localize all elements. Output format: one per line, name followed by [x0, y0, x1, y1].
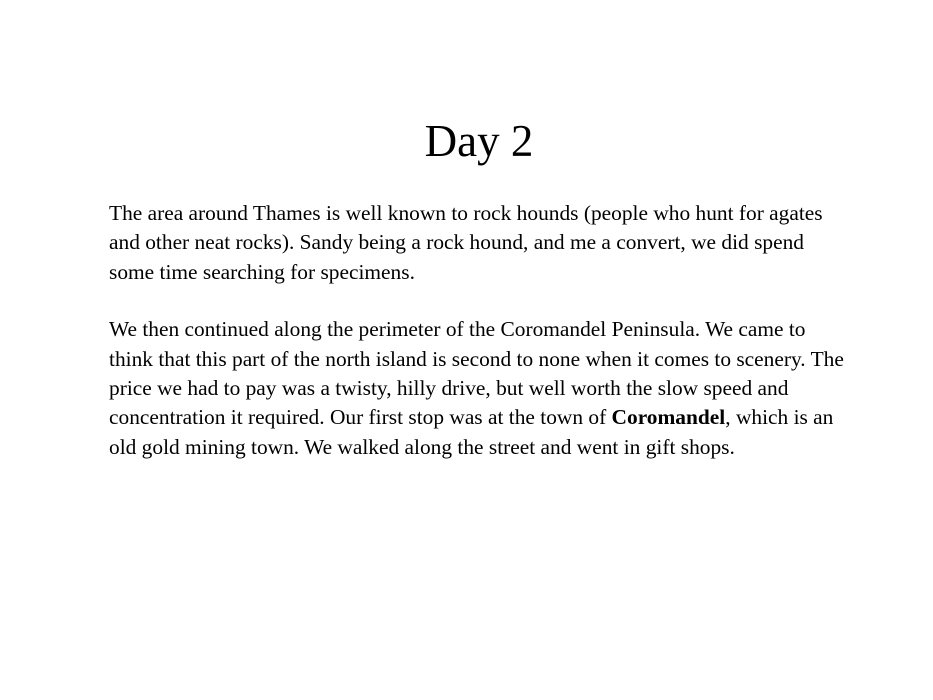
page-title: Day 2	[424, 116, 534, 166]
page-content	[109, 112, 849, 490]
paragraph-coromandel-text-before: We then continued along the perimeter of the Coromandel Peninsula. We came to think that this part of the north island is second to none when it comes to scenery. The price we had to pay was a twisty, hilly drive, but well worth the slow speed and concentration it required. Our first stop was at the town of	[109, 317, 844, 430]
paragraph-coromandel	[109, 315, 849, 462]
paragraph-rock-hounds	[109, 199, 849, 287]
coromandel-town-name: Coromandel	[611, 405, 726, 430]
paragraph-rock-hounds-text: The area around Thames is well known to rock hounds (people who hunt for agates and other neat rocks). Sandy being a rock hound, and me a convert, we did spend some time searching for specimens.	[109, 201, 823, 284]
paragraph-coromandel-text-after: , which is an old gold mining town. We walked along the street and went in gift shops.	[109, 405, 834, 459]
